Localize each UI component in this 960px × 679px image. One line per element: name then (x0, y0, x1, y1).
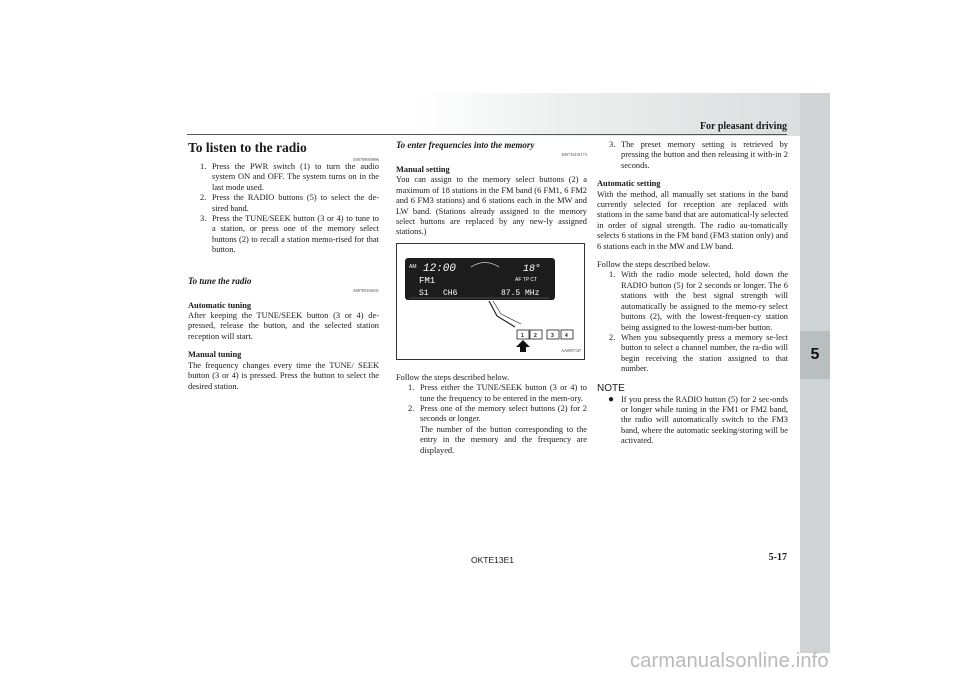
figure-code: AA0097147 (561, 348, 581, 354)
section-heading (188, 140, 379, 156)
section-code: E00709000896 (353, 157, 379, 162)
svg-text:4: 4 (565, 332, 568, 339)
step2-extra-text: The number of the button corresponding to the entry in the memory and the frequency are displayed. (420, 424, 587, 455)
clock-readout: 12:00 (423, 262, 457, 275)
column-1 (188, 140, 379, 392)
subheading-code: E00716101173 (561, 152, 587, 157)
column-2 (396, 140, 587, 456)
frequency-readout: 87.5 MHz (501, 288, 540, 298)
subheading-tune: To tune the radio (188, 275, 252, 286)
list-item: 2. When you subsequently press a memory se-lect button to select a channel number, the ra-dio will begin receiving the station assigned to that number. (609, 332, 788, 374)
subheading-code: E00709100431 (353, 287, 379, 293)
manual-tuning-label: Manual tuning (188, 350, 242, 360)
channel-readout: CH6 (443, 288, 458, 298)
svg-text:3: 3 (551, 332, 554, 339)
auto-setting-text: With the method, all manually set stations in the band currently selected for reception are replaced with stations in the same band that are automatical-ly selected in order of signal strength. The radio au-tomatically selects 6 stations in the FM band (FM3 station only) and 6 stations each in the MW and LW band. (597, 189, 788, 251)
list-item: 2. Press one of the memory select buttons (2) for 2 seconds or longer. (408, 404, 587, 424)
temperature-readout: 18° (523, 263, 542, 275)
svg-text:1: 1 (521, 332, 524, 339)
continued-steps-list (597, 140, 788, 171)
list-item: 1. Press either the TUNE/SEEK button (3 or 4) to tune the frequency to be entered in the mem-ory. (408, 383, 587, 403)
radio-display-illustration (397, 244, 584, 359)
list-item: 1. Press the PWR switch (1) to turn the audio system ON and OFF. The system turns on in the last mode used. (200, 162, 379, 192)
steps-intro: Follow the steps described below. (597, 260, 711, 270)
steps-intro: Follow the steps described below. (396, 372, 510, 382)
list-item: 1. With the radio mode selected, hold down the RADIO button (5) for 2 seconds or longer. The 6 stations with the best signal strength will automatically be assigned to the memo-ry select buttons (2), with the lowest-frequen-cy station being assigned to the lowest-num-ber button. (609, 270, 788, 332)
chapter-tab: 5 (800, 331, 830, 379)
list-item: 3. The preset memory setting is retrieved by pressing the button and then releasing it with-in 2 seconds. (609, 140, 788, 170)
list-item: 3. Press the TUNE/SEEK button (3 or 4) to tune to a station, or press one of the memory select buttons (2) to recall a station memo-rised for that button. (200, 214, 379, 255)
section-heading-title: To listen to the radio (188, 140, 307, 155)
auto-steps-list (597, 270, 788, 374)
mode-readout: FM1 (419, 275, 436, 286)
radio-display-figure (396, 243, 585, 360)
bullet-icon: ● (608, 393, 615, 405)
memory-steps-list (396, 383, 587, 425)
note-heading: NOTE (597, 382, 625, 394)
column-3 (597, 140, 788, 447)
auto-tuning-text: After keeping the TUNE/SEEK button (3 or 4) de-pressed, release the button, and the selected station reception will start. (188, 311, 379, 341)
af-tp-ct-flags: AF TP CT (515, 276, 538, 283)
pointer-arrow-icon (516, 340, 530, 352)
footer-code: OKTE13E1 (471, 555, 514, 565)
auto-setting-label: Automatic setting (597, 179, 661, 189)
auto-tuning-label: Automatic tuning (188, 300, 252, 310)
header-title: For pleasant driving (699, 121, 787, 132)
note-item: ● If you press the RADIO button (5) for 2 sec-onds or longer while tuning in the FM1 or FM2 band, the radio will automatically switch to the FM3 band, where the automatic seeking/storing will be activated. (608, 393, 788, 446)
page-number: 5-17 (768, 552, 787, 563)
band-indicator: AM (409, 263, 417, 270)
svg-text:2: 2 (534, 332, 537, 339)
radio-steps-list (188, 162, 379, 256)
manual-tuning-text: The frequency changes every time the TUNE/ SEEK button (3 or 4) is pressed. Press the button to select the desired station. (188, 360, 379, 391)
header-rule (187, 134, 787, 135)
manual-setting-label: Manual setting (396, 165, 450, 174)
preset-readout: S1 (419, 288, 429, 298)
manual-setting-text: You can assign to the memory select buttons (2) a maximum of 18 stations in the FM band (6 FM1, 6 FM2 and 6 FM3 stations) and 6 stations each in the MW and LW band. (Stations already assigned to the memory select buttons are replaced by any new-ly assigned stations.) (396, 175, 587, 237)
watermark: carmanualsonline.info (630, 650, 829, 672)
subheading-memory: To enter frequencies into the memory (396, 140, 535, 150)
list-item: 2. Press the RADIO buttons (5) to select the de-sired band. (200, 193, 379, 213)
